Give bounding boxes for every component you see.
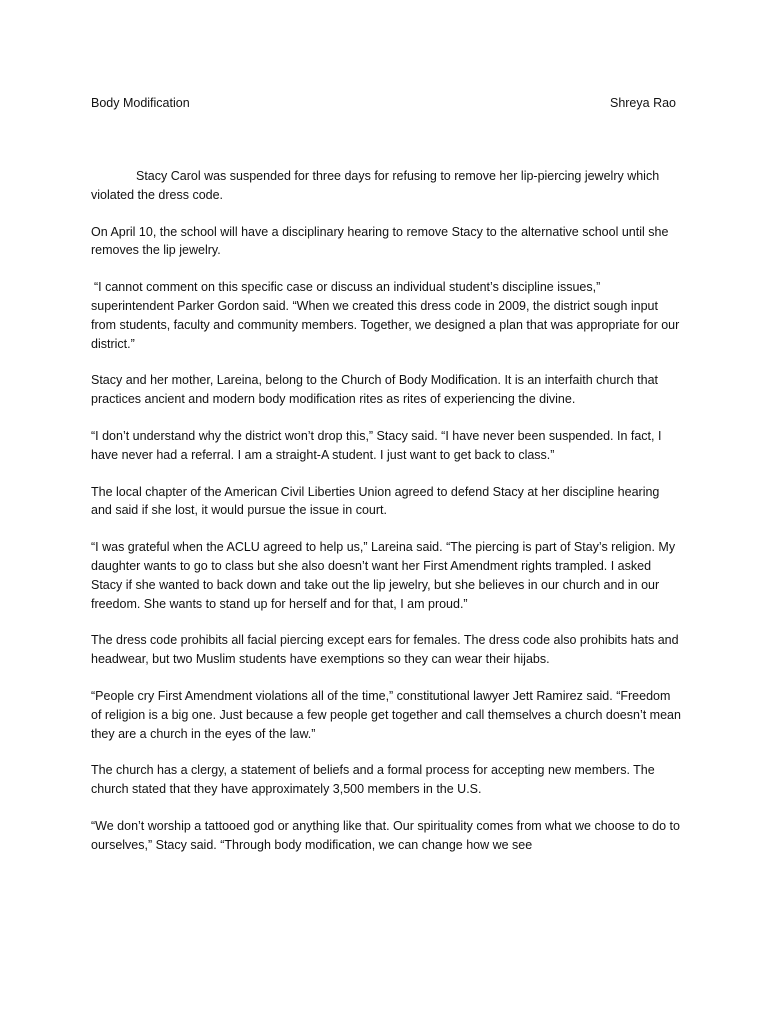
paragraph-10: The church has a clergy, a statement of beliefs and a formal process for accepting new members. The church stated that they have approximately 3,500 members in the U.S. — [91, 763, 655, 797]
document-title: Body Modification — [91, 96, 190, 110]
paragraph-4: Stacy and her mother, Lareina, belong to the Church of Body Modification. It is an interfaith church that practices ancient and modern body modification rites as rites of experiencing the divine. — [91, 373, 658, 407]
paragraph-8: The dress code prohibits all facial piercing except ears for females. The dress code also prohibits hats and headwear, but two Muslim students have exemptions so they can wear their hijabs. — [91, 633, 679, 667]
document-author: Shreya Rao — [609, 96, 676, 110]
paragraph-6: The local chapter of the American Civil Liberties Union agreed to defend Stacy at her discipline hearing and said if she lost, it would pursue the issue in court. — [91, 484, 660, 518]
document-header — [91, 94, 676, 112]
paragraph-11: “We don’t worship a tattooed god or anything like that. Our spirituality comes from what we choose to do to ourselves,” Stacy said. “Through body modification, we can change how we see — [91, 818, 680, 852]
paragraph-5: “I don’t understand why the district won’t drop this,” Stacy said. “I have never been suspended. In fact, I have never had a referral. I am a straight-A student. I just want to get back to class.” — [91, 428, 662, 462]
paragraph-1: Stacy Carol was suspended for three days for refusing to remove her lip-piercing jewelry which violated the dress code. — [91, 169, 660, 202]
document-body — [91, 167, 681, 873]
paragraph-9: “People cry First Amendment violations all of the time,” constitutional lawyer Jett Ramirez said. “Freedom of religion is a big one. Just because a few people get together and call themselves a church doesn’t mean they are a church in the eyes of the law.” — [91, 688, 681, 741]
paragraph-7: “I was grateful when the ACLU agreed to help us,” Lareina said. “The piercing is part of Stay’s religion. My daughter wants to go to class but she also doesn’t want her First Amendment rights trampled. I asked Stacy if she wanted to back down and take out the lip jewelry, but she believes in our church and in our freedom. She wants to stand up for herself and for that, I am proud.” — [91, 540, 676, 611]
paragraph-2: On April 10, the school will have a disciplinary hearing to remove Stacy to the alternative school until she removes the lip jewelry. — [91, 224, 669, 258]
paragraph-3: “I cannot comment on this specific case or discuss an individual student’s discipline issues,” superintendent Parker Gordon said. “When we created this dress code in 2009, the district sough input from students, faculty and community members. Together, we designed a plan that was appropriate for our district.” — [91, 280, 680, 351]
